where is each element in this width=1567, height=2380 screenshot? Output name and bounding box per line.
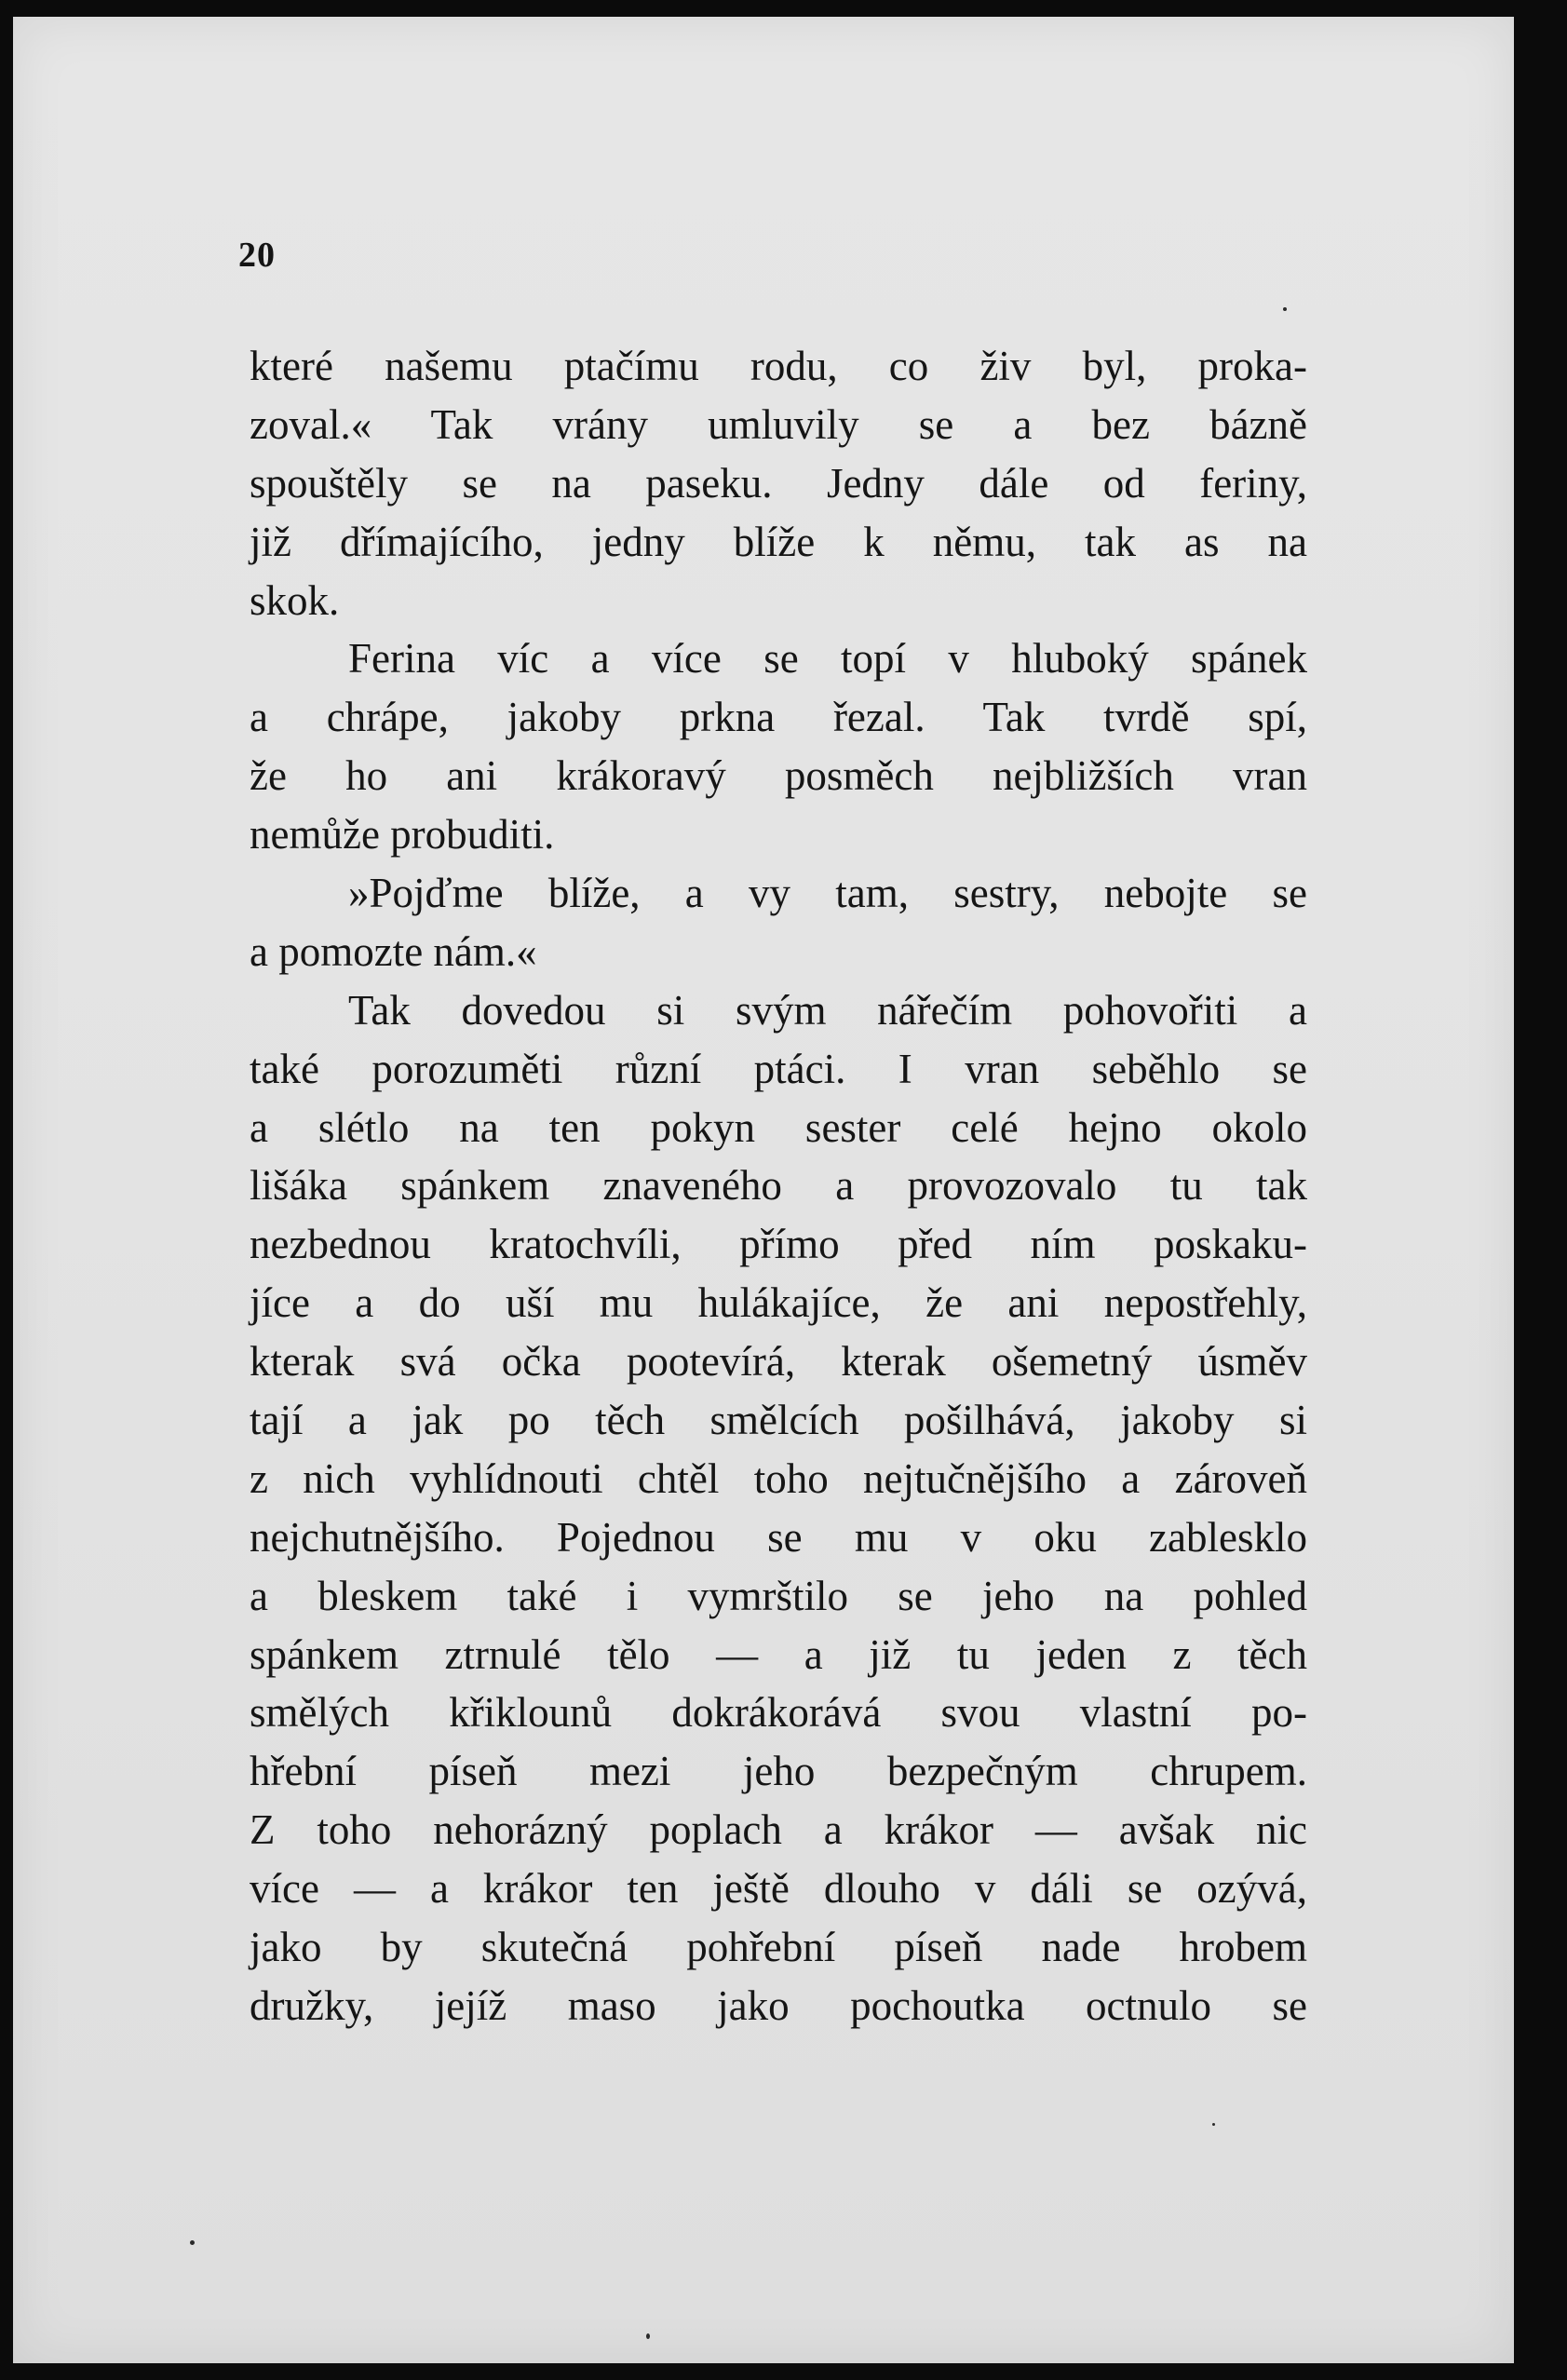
text-line: družky, jejíž maso jako pochoutka octnulo se	[250, 1981, 1307, 2029]
page-number: 20	[238, 236, 276, 275]
text-line: zoval.« Tak vrány umluvily se a bez bázně	[250, 400, 1307, 448]
text-line: nemůže probuditi.	[250, 811, 555, 859]
text-line: »Pojďme blíže, a vy tam, sestry, nebojte se	[348, 870, 1307, 917]
text-line: a chrápe, jakoby prkna řezal. Tak tvrdě spí,	[250, 694, 1307, 741]
text-line: smělých křiklounů dokrákorává svou vlastní po-	[250, 1689, 1307, 1737]
text-line: jako by skutečná pohřební píseň nade hrobem	[250, 1924, 1307, 1971]
text-line: tají a jak po těch smělcích pošilhává, jakoby si	[250, 1397, 1307, 1444]
text-line: lišáka spánkem znaveného a provozovalo tu tak	[250, 1162, 1307, 1210]
text-line: skok.	[250, 576, 340, 624]
text-line: spouštěly se na paseku. Jedny dále od feriny,	[250, 459, 1307, 507]
text-line: kterak svá očka pootevírá, kterak ošemetný úsměv	[250, 1338, 1307, 1386]
text-line: již dřímajícího, jedny blíže k němu, tak as na	[250, 518, 1307, 565]
text-line: z nich vyhlídnouti chtěl toho nejtučnějšího a zároveň	[250, 1454, 1307, 1502]
paper-speck	[646, 2333, 650, 2339]
text-line: více — a krákor ten ještě dlouho v dáli se ozývá,	[250, 1865, 1307, 1913]
text-line: a pomozte nám.«	[250, 927, 537, 975]
body-text	[250, 337, 1307, 2035]
text-line: že ho ani krákoravý posměch nejbližších vran	[250, 752, 1307, 800]
paper-speck	[1212, 2123, 1215, 2126]
text-line: nezbednou kratochvíli, přímo před ním poskaku-	[250, 1221, 1307, 1268]
text-line: a slétlo na ten pokyn sester celé hejno okolo	[250, 1103, 1307, 1151]
paper-speck	[190, 2240, 195, 2245]
text-line: které našemu ptačímu rodu, co živ byl, proka-	[250, 343, 1307, 389]
text-line: nejchutnějšího. Pojednou se mu v oku zablesklo	[250, 1513, 1307, 1561]
text-line: také porozuměti různí ptáci. I vran seběhlo se	[250, 1045, 1307, 1092]
text-line: spánkem ztrnulé tělo — a již tu jeden z těch	[250, 1630, 1307, 1678]
text-line: jíce a do uší mu hulákajíce, že ani nepostřehly,	[250, 1279, 1307, 1327]
text-line: Tak dovedou si svým nářečím pohovořiti a	[348, 986, 1307, 1034]
text-line: a bleskem také i vymrštilo se jeho na pohled	[250, 1572, 1307, 1619]
text-line: hřební píseň mezi jeho bezpečným chrupem.	[250, 1748, 1307, 1795]
paper-speck	[1283, 307, 1287, 311]
text-line: Z toho nehorázný poplach a krákor — avšak nic	[250, 1806, 1307, 1854]
text-line: Ferina víc a více se topí v hluboký spánek	[348, 635, 1307, 683]
